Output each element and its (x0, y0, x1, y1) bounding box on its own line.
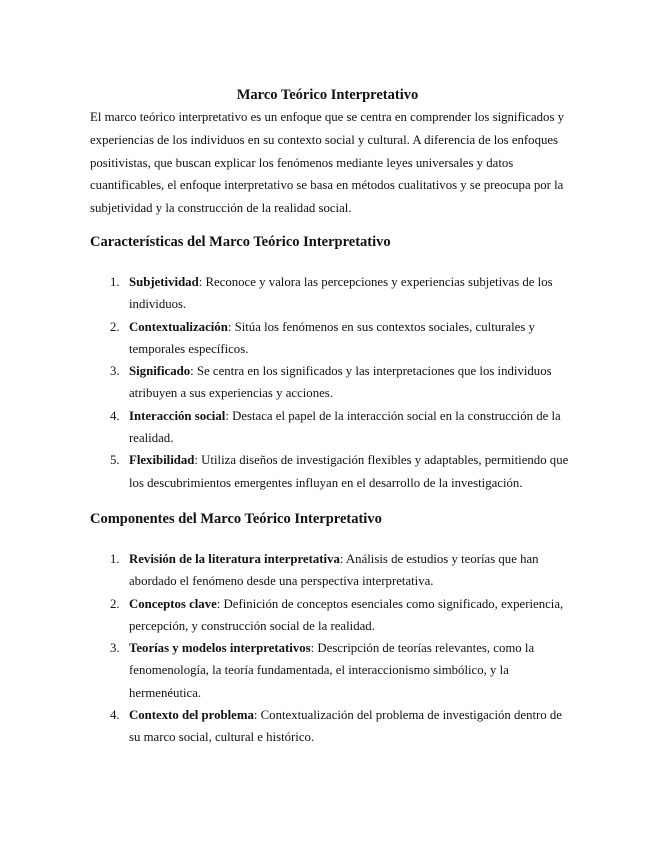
list-item (90, 637, 570, 704)
list-item-term: Subjetividad (129, 275, 199, 289)
list-item-term: Revisión de la literatura interpretativa (129, 552, 340, 566)
list-item-text: : Definición de conceptos esenciales como significado, experiencia, percepción, y construcción social de la realidad. (129, 596, 564, 633)
list-item (90, 360, 570, 405)
list-item-text: : Utiliza diseños de investigación flexibles y adaptables, permitiendo que los descubrimientos emergentes influyan en el desarrollo de la investigación. (129, 453, 569, 490)
list-item-number: 1. (110, 275, 120, 289)
caracteristicas-list (90, 271, 570, 494)
list-item (90, 593, 570, 638)
list-item-text: : Análisis de estudios y teorías que han abordado el fenómeno desde una perspectiva interpretativa. (129, 552, 539, 589)
list-item-text: : Reconoce y valora las percepciones y experiencias subjetivas de los individuos. (129, 275, 553, 312)
list-item-term: Interacción social (129, 408, 226, 423)
list-item (90, 449, 570, 494)
list-item-number: 3. (110, 641, 120, 656)
list-item-text: : Contextualización del problema de investigación dentro de su marco social, cultural e histórico. (129, 708, 562, 745)
intro-paragraph: El marco teórico interpretativo es un enfoque que se centra en comprender los significados y experiencias de los individuos en su contexto social y cultural. A diferencia de los enfoques positivistas, que buscan explicar los fenómenos mediante leyes universales y datos cuantificables, el enfoque interpretativo se basa en métodos cualitativos y se preocupa por la subjetividad y la construcción de la realidad social. (90, 110, 565, 216)
list-item-number: 4. (110, 708, 120, 723)
list-item-term: Contextualización (129, 319, 228, 334)
list-item-number: 3. (110, 364, 120, 379)
section-heading-componentes: Componentes del Marco Teórico Interpretativo (90, 511, 382, 527)
list-item-number: 5. (110, 453, 120, 468)
list-item-term: Flexibilidad (129, 453, 195, 468)
list-item-text: : Se centra en los significados y las interpretaciones que los individuos atribuyen a sus experiencias y acciones. (129, 364, 552, 401)
componentes-list (90, 548, 570, 749)
list-item-term: Contexto del problema (129, 708, 254, 723)
list-item-text: : Destaca el papel de la interacción social en la construcción de la realidad. (129, 408, 561, 446)
list-item (90, 548, 570, 593)
list-item-term: Conceptos clave (129, 596, 217, 611)
list-item-number: 4. (110, 408, 120, 423)
list-item-number: 2. (110, 596, 120, 611)
page-title: Marco Teórico Interpretativo (236, 86, 419, 103)
list-item-term: Teorías y modelos interpretativos (129, 641, 311, 656)
list-item-text: : Descripción de teorías relevantes, como la fenomenología, la teoría fundamentada, el interaccionismo simbólico, y la hermenéutica. (129, 641, 535, 700)
list-item-number: 2. (110, 319, 120, 334)
list-item (90, 704, 570, 749)
list-item-term: Significado (129, 364, 191, 379)
section-heading-caracteristicas: Características del Marco Teórico Interpretativo (90, 234, 391, 250)
list-item (90, 405, 570, 450)
list-item (90, 316, 570, 361)
list-item-text: : Sitúa los fenómenos en sus contextos sociales, culturales y temporales específicos. (129, 319, 535, 356)
list-item-number: 1. (110, 552, 120, 566)
list-item (90, 271, 570, 316)
